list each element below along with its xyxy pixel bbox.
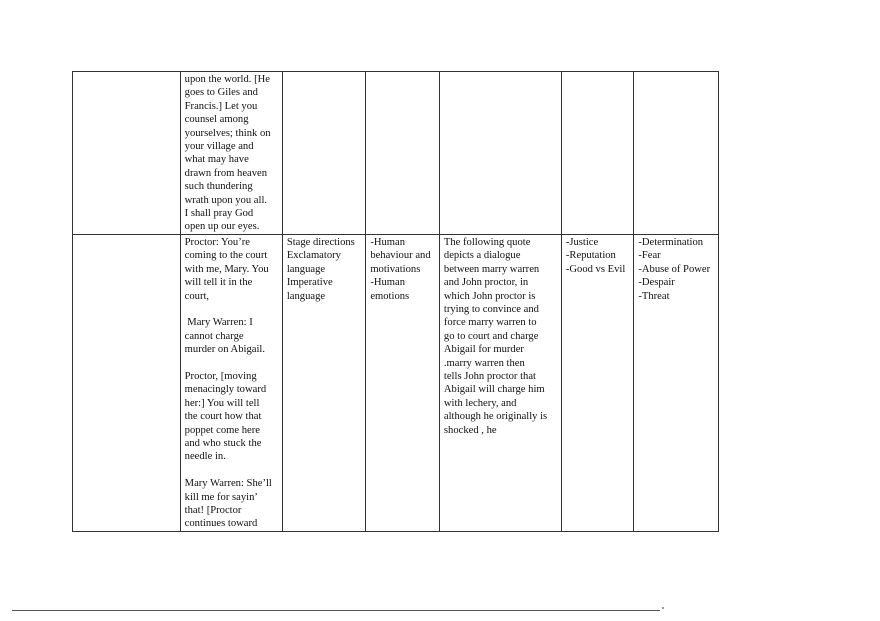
analysis-line: trying to convince and — [443, 304, 539, 316]
technique-line: language — [286, 290, 326, 302]
blank-line — [185, 464, 278, 477]
emotion-line: -Threat — [638, 290, 670, 302]
emotion-line: -Abuse of Power — [638, 263, 711, 275]
quote-line: Mary Warren: She’ll — [184, 478, 272, 490]
analysis-line: which John proctor is — [443, 290, 536, 302]
quote-line: that! [Proctor — [184, 505, 242, 517]
analysis-line: with lechery, and — [443, 397, 517, 409]
quote-line: your village and — [184, 141, 254, 153]
emotion-line: -Fear — [638, 250, 661, 262]
quote-line: Proctor: You’re — [184, 237, 250, 248]
table-cell-empty — [282, 72, 365, 235]
table-cell-empty — [439, 72, 561, 235]
table-row — [73, 235, 719, 532]
analysis-line: Abigail will charge him — [443, 384, 545, 396]
quote-line: needle in. — [184, 451, 226, 463]
quote-line: drawn from heaven — [184, 167, 268, 179]
quote-line: the court how that — [184, 411, 262, 423]
value-line: -Reputation — [565, 250, 616, 262]
theme-line: emotions — [370, 290, 410, 302]
table-cell-empty — [561, 72, 634, 235]
quote-line: Proctor, [moving — [184, 371, 257, 383]
analysis-line: shocked , he — [443, 424, 497, 436]
quote-line: kill me for sayin’ — [184, 491, 258, 503]
emotions-cell — [634, 235, 719, 532]
emotion-line: -Despair — [638, 277, 675, 289]
quote-line: and who stuck the — [184, 438, 262, 450]
quote-line: I shall pray God — [184, 208, 254, 220]
quote-line: yourselves; think on — [184, 127, 271, 139]
footer-mark — [662, 607, 664, 609]
technique-line: Exclamatory — [286, 250, 341, 262]
emotion-line: -Determination — [638, 237, 704, 248]
quote-line: coming to the court — [184, 250, 268, 262]
quote-line: her:] You will tell — [184, 397, 260, 409]
quote-line: murder on Abigail. — [184, 344, 265, 356]
quote-line: court, — [184, 290, 210, 302]
analysis-line: Abigail for murder — [443, 344, 524, 356]
table-cell-empty — [73, 235, 181, 532]
analysis-line: depicts a dialogue — [443, 250, 521, 262]
quote-cell — [180, 235, 282, 532]
analysis-line: force marry warren to — [443, 317, 537, 329]
quote-cell — [180, 72, 282, 235]
values-cell — [561, 235, 634, 532]
theme-line: behaviour and — [370, 250, 431, 262]
quote-line: such thundering — [184, 181, 253, 193]
footer-rule — [12, 610, 660, 611]
value-line: -Good vs Evil — [565, 263, 626, 275]
table-cell-empty — [634, 72, 719, 235]
quote-line: goes to Giles and — [184, 87, 258, 99]
quote-line: cannot charge — [184, 330, 244, 342]
blank-line — [185, 357, 278, 370]
table-row — [73, 72, 719, 235]
quote-line: wrath upon you all. — [184, 194, 268, 206]
technique-line: Stage directions — [286, 237, 355, 248]
analysis-line: between marry warren — [443, 263, 540, 275]
quote-line: with me, Mary. You — [184, 263, 269, 275]
techniques-cell — [282, 235, 365, 532]
analysis-line: go to court and charge — [443, 330, 539, 342]
blank-line — [185, 303, 278, 316]
quote-line: Francis.] Let you — [184, 100, 258, 112]
theme-line: -Human — [370, 277, 406, 289]
quote-line: Mary Warren: I — [184, 317, 253, 329]
theme-line: -Human — [370, 237, 406, 248]
analysis-table — [72, 71, 719, 532]
quote-line: what may have — [184, 154, 249, 166]
quote-line: counsel among — [184, 114, 249, 126]
quote-line: open up our eyes. — [184, 221, 260, 233]
analysis-line: The following quote — [443, 237, 531, 248]
value-line: -Justice — [565, 237, 599, 248]
analysis-line: and John proctor, in — [443, 277, 529, 289]
theme-line: motivations — [370, 263, 421, 275]
quote-line: menacingly toward — [184, 384, 267, 396]
quote-line: will tell it in the — [184, 277, 253, 289]
quote-line: poppet come here — [184, 424, 260, 436]
quote-line: continues toward — [184, 518, 258, 530]
quote-line: upon the world. [He — [184, 74, 270, 85]
analysis-line: tells John proctor that — [443, 371, 536, 383]
themes-cell — [366, 235, 440, 532]
analysis-line: .marry warren then — [443, 357, 525, 369]
analysis-cell — [439, 235, 561, 532]
analysis-line: although he originally is — [443, 411, 548, 423]
table-cell-empty — [73, 72, 181, 235]
technique-line: language — [286, 263, 326, 275]
technique-line: Imperative — [286, 277, 333, 289]
table-cell-empty — [366, 72, 440, 235]
